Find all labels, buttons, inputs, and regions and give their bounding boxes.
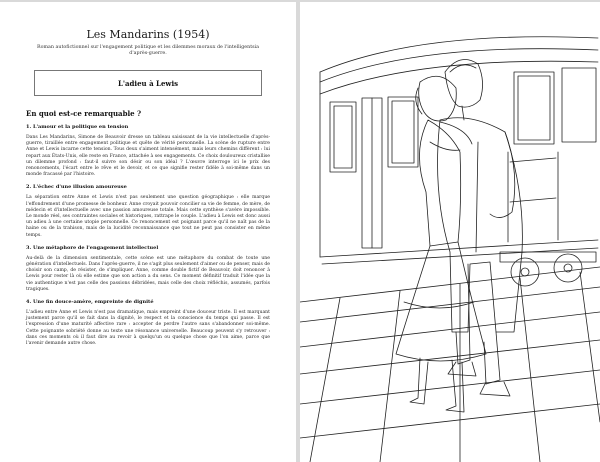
section-title: 2. L'échec d'une illusion amoureuse (26, 184, 127, 191)
section-3 (26, 245, 270, 293)
document-title: Les Mandarins (1954) (86, 28, 210, 41)
section-body: Au-delà de la dimension sentimentale, cette scène est une métaphore du combat de toute une génération d'intellectuels. Dans l'après-guerre, il ne s'agit plus seulement d'aimer ou de penser, mais de choisir son camp, de résister, de s'impliquer. Anne, comme double fictif de Beauvoir, doit renoncer à Lewis pour rester là où elle estime que son action a du sens. Ce moment définitif traduit l'idée que la vie authentique n'est pas celle des passions débridées, mais celle des choix réfléchis, assumés, parfois tragiques. (26, 255, 270, 292)
section-title: 1. L'amour et la politique en tension (26, 124, 129, 130)
man-figure (438, 60, 523, 397)
section-heading: En quoi est-ce remarquable ? (26, 109, 142, 118)
chapter-label-box: L'adieu à Lewis (34, 70, 262, 96)
section-body: La séparation entre Anne et Lewis n'est pas seulement une question géographique : elle marque l'effondrement d'une promesse de bonheur. Anne croyait pouvoir concilier sa vie de femme, de mère, de médecin et d'intellectuelle avec une passion amoureuse totale. Mais cette synthèse s'avère impossible. Le monde réel, ses contraintes sociales et historiques, rattrape le couple. L'adieu à Lewis est donc aussi un adieu à une certaine utopie personnelle. Ce renoncement est poignant parce qu'il ne naît pas de la haine ou de la trahison, mais de la lucidité reconnaissance que tout ne peut pas consister en même temps. (26, 195, 270, 238)
couple-embrace-illustration (300, 2, 600, 462)
section-body: L'adieu entre Anne et Lewis n'est pas dramatique, mais empreint d'une douceur triste. Il est marquant justement parce qu'il se fait dans la dignité, le respect et la conscience du temps qui passe. Il est l'expression d'une maturité affective rare : accepter de perdre l'autre sans s'abandonner soi-même. Cette poignante sobriété donne au texte une résonance universelle. Beaucoup peuvent s'y retrouver : dans ces moments où il faut dire au revoir à quelqu'un ou quelque chose que l'on aime, parce que l'avenir demande autre chose. (26, 310, 270, 347)
platform-floor (300, 267, 600, 462)
section-body: Dans Les Mandarins, Simone de Beauvoir dresse un tableau saisissant de la vie intellectuelle d'après-guerre, tiraillée entre engagement politique et quête de vérité personnelle. La scène de rupture entre Anne et Lewis incarne cette tension. Tous deux s'aiment intensément, mais leurs chemins diffèrent : lui repart aux États-Unis, elle reste en France, attachée à ses engagements. Ce choix douloureux cristallise un dilemme profond : faut-il suivre son désir ou son idéal ? L'œuvre interroge ici le prix des renoncements, l'écart entre le rêve et le devoir, et ce que signifie rester fidèle à soi-même dans un monde fracassé par l'histoire. (26, 135, 270, 178)
document-subtitle: Roman autofictionnel sur l'engagement politique et les dilemmes moraux de l'intelligentsia d'après-guerre. (36, 45, 260, 56)
section-2 (26, 184, 270, 238)
section-4 (26, 299, 270, 347)
text-page (0, 2, 296, 462)
illustration-page (300, 2, 600, 462)
section-title: 3. Une métaphore de l'engagement intellectuel (26, 244, 159, 251)
section-1 (26, 124, 270, 178)
section-title: 4. Une fin douce-amère, empreinte de dignité (26, 299, 154, 306)
